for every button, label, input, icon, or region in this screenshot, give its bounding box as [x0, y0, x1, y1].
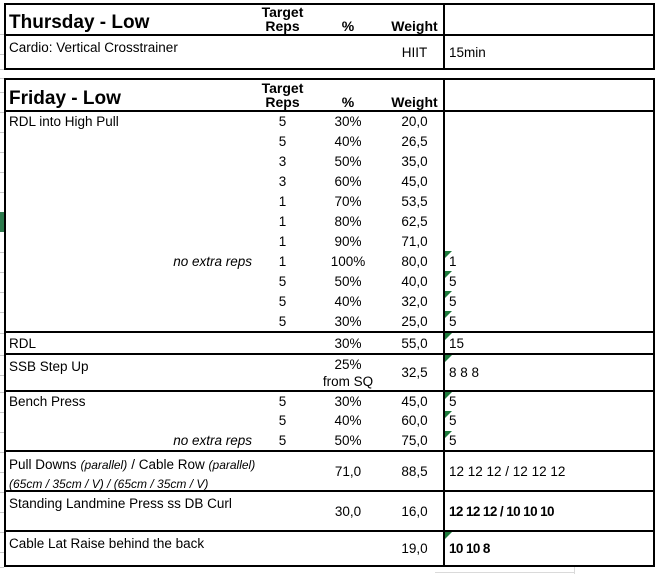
percent-cell[interactable]: 71,0	[334, 463, 362, 479]
thursday-header-row	[6, 5, 653, 36]
cell-flag-icon	[445, 291, 452, 298]
percent-cell[interactable]: 30%	[334, 335, 362, 351]
cardio-row	[6, 36, 653, 68]
result-cell[interactable]: 10 10 8	[445, 532, 653, 565]
table-row	[6, 411, 443, 430]
reps-cell[interactable]: 1	[278, 233, 287, 249]
percent-cell[interactable]: 70%	[334, 194, 362, 210]
weight-cell[interactable]: 53,5	[401, 194, 428, 210]
cell-flag-icon	[445, 392, 452, 399]
cell-flag-icon	[445, 355, 452, 362]
weight-cell[interactable]: 16,0	[401, 503, 428, 519]
weight-cell[interactable]: 60,0	[401, 413, 428, 429]
cell-flag-icon	[445, 411, 452, 418]
percent-cell[interactable]: 50%	[334, 154, 362, 170]
weight-cell[interactable]: 45,0	[401, 394, 428, 410]
reps-cell[interactable]: 5	[278, 413, 287, 429]
percent-cell[interactable]: 40%	[334, 413, 362, 429]
table-row	[6, 231, 443, 251]
exercise-name[interactable]: Standing Landmine Press ss DB Curl	[9, 496, 232, 511]
percent-cell[interactable]: 30%	[334, 114, 362, 130]
table-row	[6, 431, 443, 450]
exercise-name[interactable]: SSB Step Up	[9, 359, 89, 374]
reps-cell[interactable]: 1	[278, 194, 287, 210]
reps-cell[interactable]: 1	[278, 213, 287, 229]
exercise-name[interactable]: Cardio: Vertical Crosstrainer	[9, 40, 178, 55]
percent-cell[interactable]: 100%	[330, 253, 366, 269]
reps-cell[interactable]: 5	[278, 134, 287, 150]
day-header-thursday[interactable]: Thursday - Low	[9, 12, 150, 33]
col-header-target-reps[interactable]: Target Reps	[261, 4, 304, 34]
result-cell[interactable]: 12 12 12 / 12 12 12	[449, 463, 566, 479]
cable-lat-raise-block	[6, 532, 653, 565]
thursday-section	[4, 3, 655, 70]
weight-cell[interactable]: HIIT	[401, 44, 428, 60]
exercise-name[interactable]: Pull Downs (parallel) / Cable Row (parallel) (65cm / 35cm / V) / (65cm / 35cm / V)	[9, 455, 255, 494]
result-cell[interactable]: 5	[445, 392, 653, 411]
result-cell[interactable]: 12 12 12 / 10 10 10	[449, 503, 554, 519]
table-row	[6, 112, 443, 132]
table-row	[6, 251, 443, 271]
weight-cell[interactable]: 19,0	[401, 541, 428, 556]
weight-cell[interactable]: 20,0	[401, 114, 428, 130]
gridline-stub	[574, 567, 575, 574]
result-cell[interactable]: 15	[445, 333, 653, 353]
cell-flag-icon	[445, 251, 452, 258]
weight-cell[interactable]: 45,0	[401, 174, 428, 190]
table-row	[6, 392, 443, 411]
rdl-row	[6, 333, 653, 355]
result-header-cell	[443, 5, 653, 34]
reps-cell[interactable]: 5	[278, 273, 287, 289]
percent-cell[interactable]: 30,0	[334, 503, 362, 519]
percent-cell[interactable]: 25% from SQ	[322, 356, 374, 389]
rdl-high-pull-block	[6, 112, 653, 333]
weight-cell[interactable]: 32,5	[401, 365, 428, 380]
table-row	[6, 132, 443, 152]
cell-flag-icon	[445, 532, 452, 539]
percent-cell[interactable]: 40%	[334, 293, 362, 309]
reps-cell[interactable]: 5	[278, 394, 287, 410]
weight-cell[interactable]: 32,0	[401, 293, 428, 309]
exercise-name[interactable]: Cable Lat Raise behind the back	[9, 536, 205, 551]
pull-downs-cable-row-block	[6, 452, 653, 492]
table-row	[6, 212, 443, 232]
percent-cell[interactable]: 30%	[334, 313, 362, 329]
col-header-percent[interactable]: %	[341, 94, 355, 110]
percent-cell[interactable]: 50%	[334, 432, 362, 448]
col-header-weight[interactable]: Weight	[391, 18, 438, 34]
reps-cell[interactable]: 3	[278, 174, 287, 190]
weight-cell[interactable]: 62,5	[401, 213, 428, 229]
result-cell[interactable]: 5	[445, 411, 653, 430]
note-cell[interactable]: no extra reps	[173, 253, 252, 269]
weight-cell[interactable]: 88,5	[401, 463, 428, 479]
result-cell[interactable]: 5	[445, 271, 653, 291]
cell-flag-icon	[445, 271, 452, 278]
weight-cell[interactable]: 55,0	[401, 335, 428, 351]
reps-cell[interactable]: 1	[278, 253, 287, 269]
table-row	[6, 271, 443, 291]
result-cell[interactable]: 5	[445, 311, 653, 331]
reps-cell[interactable]: 5	[278, 313, 287, 329]
friday-header-row	[6, 80, 653, 112]
table-row	[6, 172, 443, 192]
table-row	[6, 311, 443, 331]
reps-cell[interactable]: 5	[278, 432, 287, 448]
percent-cell[interactable]: 80%	[334, 213, 362, 229]
weight-cell[interactable]: 25,0	[401, 313, 428, 329]
result-cell[interactable]: 8 8 8	[445, 355, 653, 390]
result-cell[interactable]: 5	[445, 431, 653, 450]
day-header-friday[interactable]: Friday - Low	[9, 88, 121, 109]
landmine-press-block	[6, 492, 653, 532]
reps-cell[interactable]: 5	[278, 293, 287, 309]
table-row	[6, 152, 443, 172]
col-header-percent[interactable]: %	[341, 18, 355, 34]
table-row	[6, 291, 443, 311]
percent-cell[interactable]: 90%	[334, 233, 362, 249]
col-header-weight[interactable]: Weight	[391, 94, 438, 110]
cell-flag-icon	[445, 311, 452, 318]
result-cell[interactable]: 1	[445, 251, 653, 271]
col-header-target-reps[interactable]: Target Reps	[261, 80, 304, 110]
weight-cell[interactable]: 71,0	[401, 233, 428, 249]
percent-cell[interactable]: 60%	[334, 174, 362, 190]
exercise-name[interactable]: RDL into High Pull	[9, 114, 119, 130]
table-row	[6, 192, 443, 212]
result-header-cell	[443, 80, 653, 110]
ssb-step-up-block	[6, 355, 653, 392]
percent-cell[interactable]: 50%	[334, 273, 362, 289]
result-cell[interactable]: 15min	[449, 44, 486, 60]
weight-cell[interactable]: 40,0	[401, 273, 428, 289]
cell-flag-icon	[445, 431, 452, 438]
reps-cell[interactable]: 5	[278, 114, 287, 130]
exercise-name-detail: (65cm / 35cm / V) / (65cm / 35cm / V)	[9, 477, 209, 491]
cell-flag-icon	[445, 333, 452, 340]
reps-cell[interactable]: 3	[278, 154, 287, 170]
exercise-name[interactable]: RDL	[9, 335, 37, 351]
weight-cell[interactable]: 26,5	[401, 134, 428, 150]
weight-cell[interactable]: 75,0	[401, 432, 428, 448]
percent-cell[interactable]: 40%	[334, 134, 362, 150]
gridline-stub	[435, 572, 575, 573]
weight-cell[interactable]: 35,0	[401, 154, 428, 170]
percent-cell[interactable]: 30%	[334, 394, 362, 410]
note-cell[interactable]: no extra reps	[173, 432, 252, 448]
result-cell[interactable]: 5	[445, 291, 653, 311]
exercise-name[interactable]: Bench Press	[9, 394, 86, 410]
bench-press-block	[6, 392, 653, 452]
friday-section	[4, 78, 655, 567]
gridline-tick	[0, 567, 4, 568]
weight-cell[interactable]: 80,0	[401, 253, 428, 269]
